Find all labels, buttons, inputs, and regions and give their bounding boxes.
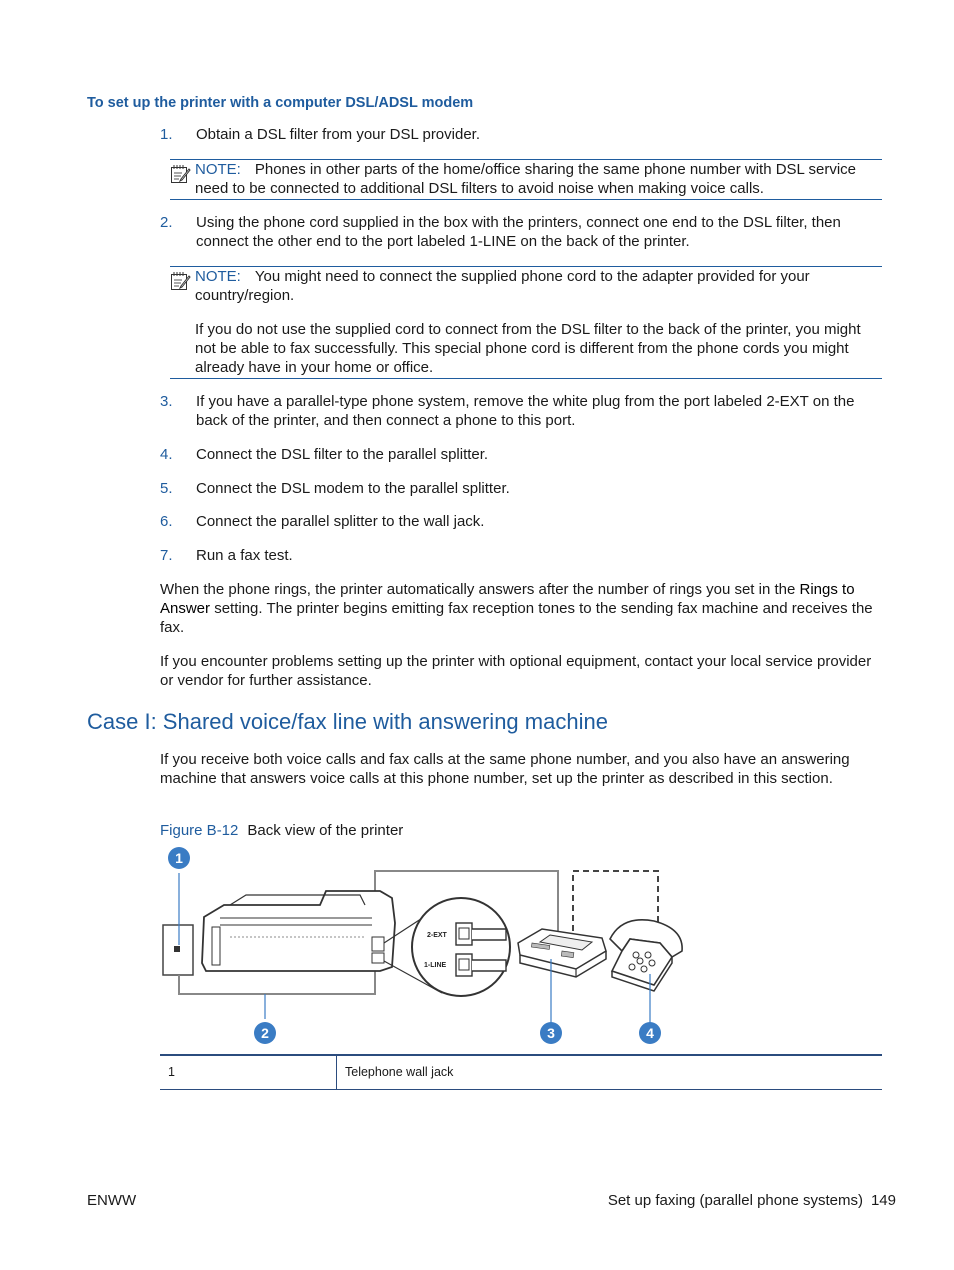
note-extra-text: If you do not use the supplied cord to connect from the DSL filter to the back of the printer, you might not be able to fax successfully. This special phone cord is different from the phone cords you might already have in your home or office. — [195, 321, 861, 376]
callout-number: 2 — [261, 1025, 269, 1041]
back-view-diagram — [160, 843, 700, 1049]
callout-3 — [540, 1022, 562, 1044]
note-2 — [170, 266, 882, 379]
footer-right — [608, 1191, 896, 1210]
step-text: Connect the parallel splitter to the wall jack. — [196, 513, 485, 530]
legend-number: 1 — [160, 1055, 337, 1090]
footer-chapter: Set up faxing (parallel phone systems) — [607, 1192, 863, 1209]
port-label-1line: 1-LINE — [424, 962, 447, 969]
port-magnifier — [412, 898, 510, 996]
callout-number: 3 — [547, 1025, 555, 1041]
wall-jack — [163, 925, 193, 975]
paragraph-text: setting. The printer begins emitting fax reception tones to the sending fax machine and receives the fax. — [160, 600, 873, 636]
note-label: NOTE: — [195, 161, 241, 178]
note-text: Phones in other parts of the home/office sharing the same phone number with DSL service need to be connected to additional DSL filters to avoid noise when making voice calls. — [195, 161, 857, 197]
step-5 — [160, 479, 882, 498]
note-1 — [170, 159, 882, 200]
procedure-subheading: To set up the printer with a computer DSL/ADSL modem — [87, 95, 474, 111]
note-text: You might need to connect the supplied phone cord to the adapter provided for your country/region. — [195, 268, 810, 304]
step-text: Using the phone cord supplied in the box with the printers, connect one end to the DSL filter, then connect the other end to the port labeled 1-LINE on the back of the printer. — [196, 214, 841, 250]
step-7 — [160, 546, 882, 565]
step-number: 2. — [160, 214, 173, 231]
callout-2 — [254, 1022, 276, 1044]
step-4 — [160, 445, 882, 464]
answering-machine-icon — [518, 929, 606, 977]
callout-number: 4 — [646, 1025, 654, 1041]
step-number: 4. — [160, 446, 173, 463]
step-3 — [160, 392, 882, 430]
paragraph-problems: If you encounter problems setting up the printer with optional equipment, contact your local service provider or vendor for further assistance. — [160, 653, 872, 689]
legend-description: Telephone wall jack — [345, 1065, 454, 1079]
step-text: Connect the DSL modem to the parallel splitter. — [196, 480, 510, 497]
step-2 — [160, 213, 882, 251]
callout-number: 1 — [175, 850, 183, 866]
page-number: 149 — [870, 1192, 896, 1209]
section-intro: If you receive both voice calls and fax calls at the same phone number, and you also have an answering machine that answers voice calls at this phone number, set up the printer as described in this section. — [160, 751, 850, 787]
step-6 — [160, 512, 882, 531]
step-number: 7. — [160, 547, 173, 564]
figure-caption-text: Back view of the printer — [247, 822, 404, 839]
figure-caption — [160, 821, 403, 840]
port-label-2ext: 2-EXT — [427, 932, 447, 939]
callout-1 — [168, 847, 190, 869]
section-title: Case I: Shared voice/fax line with answering machine — [87, 709, 608, 734]
step-number: 1. — [160, 126, 173, 143]
figure-legend-table — [160, 1054, 882, 1090]
printer-icon — [202, 891, 395, 971]
step-number: 5. — [160, 480, 173, 497]
footer-left: ENWW — [87, 1192, 137, 1209]
step-text: Obtain a DSL filter from your DSL provider. — [196, 126, 481, 143]
step-text: Connect the DSL filter to the parallel splitter. — [196, 446, 489, 463]
step-1 — [160, 125, 882, 144]
callout-4 — [639, 1022, 661, 1044]
rings-to-answer-term: Rings to Answer — [160, 581, 855, 617]
figure-label: Figure B-12 — [160, 822, 239, 839]
step-number: 3. — [160, 393, 173, 410]
telephone-icon — [610, 920, 682, 991]
note-label: NOTE: — [195, 268, 241, 285]
paragraph-text: When the phone rings, the printer automatically answers after the number of rings you set in the — [160, 581, 800, 598]
paragraph-rings — [160, 580, 882, 637]
note-pad-icon — [170, 163, 192, 190]
note-pad-icon — [170, 270, 192, 297]
step-number: 6. — [160, 513, 173, 530]
table-row — [160, 1055, 882, 1090]
step-text: Run a fax test. — [196, 547, 293, 564]
step-text: If you have a parallel-type phone system, remove the white plug from the port labeled 2-EXT on the back of the printer, and then connect a phone to this port. — [196, 393, 855, 429]
